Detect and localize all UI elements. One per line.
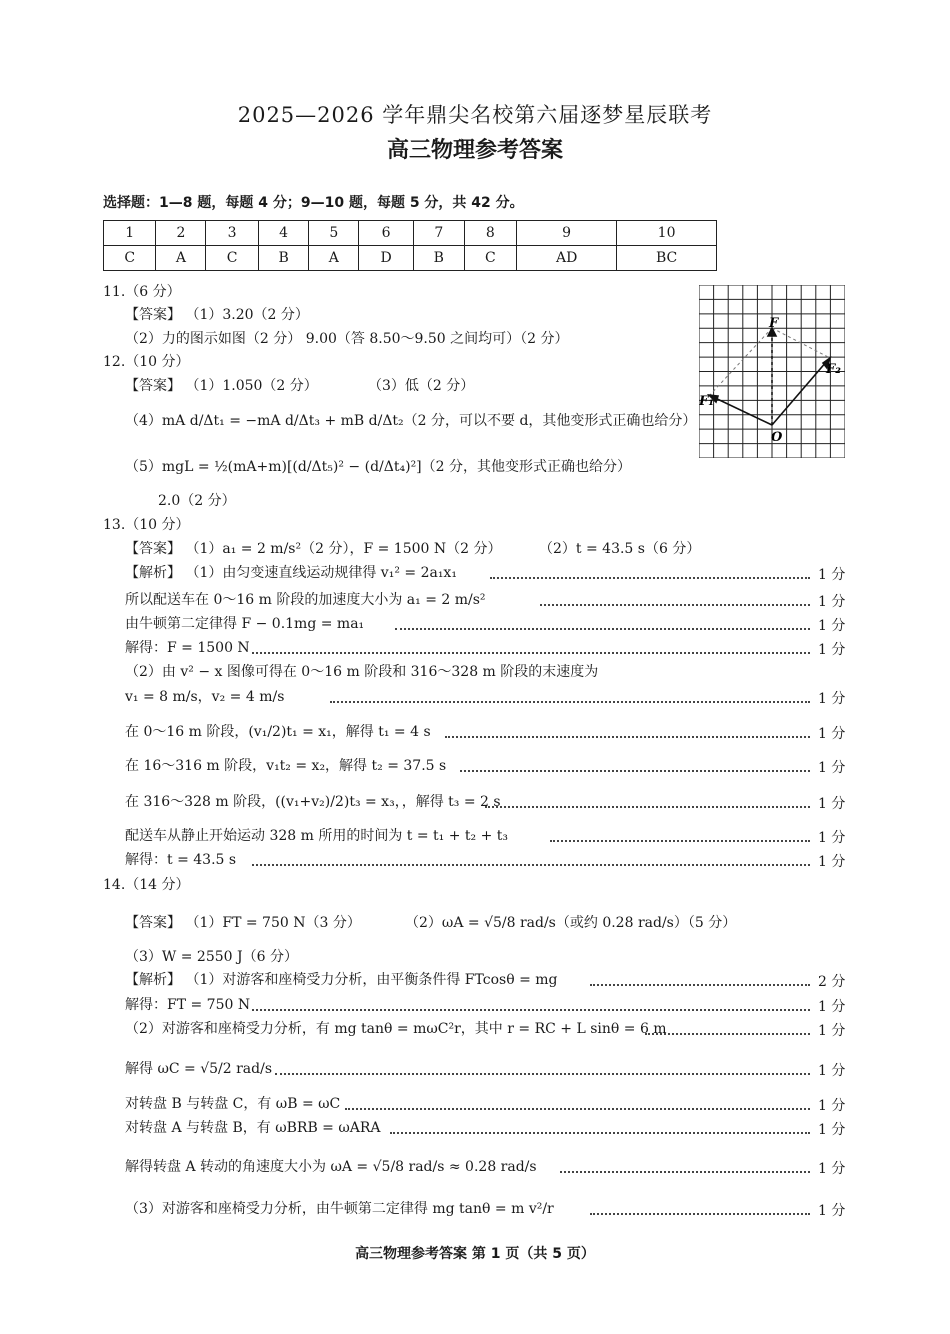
q12-answer-1: 【答案】 （1）1.050（2 分）: [125, 378, 318, 394]
mc-number-cell: 6: [359, 221, 414, 246]
score-points: 2 分: [818, 974, 846, 990]
score-points: 1 分: [818, 567, 846, 583]
q13-heading: 13.（10 分）: [103, 517, 190, 533]
dot-leader: [275, 1073, 810, 1075]
mc-answer-cell: D: [359, 246, 414, 271]
q13-solution-line: 在 0～16 m 阶段，(v₁/2)t₁ = x₁，解得 t₁ = 4 s: [125, 724, 431, 740]
mc-answer-cell: C: [464, 246, 516, 271]
q13-solution-line: 所以配送车在 0～16 m 阶段的加速度大小为 a₁ = 2 m/s²: [125, 592, 486, 608]
dot-leader: [330, 701, 810, 703]
mc-answer-cell: C: [104, 246, 156, 271]
dot-leader: [490, 577, 810, 579]
page-footer: 高三物理参考答案 第 1 页（共 5 页）: [355, 1246, 595, 1262]
q12-heading: 12.（10 分）: [103, 354, 190, 370]
q14-answer-2: （2）ωA = √5/8 rad/s（或约 0.28 rad/s）（5 分）: [405, 915, 737, 931]
q13-solution-line: 在 316～328 m 阶段，((v₁+v₂)/2)t₃ = x₃，，解得 t₃ = 2 s: [125, 794, 501, 810]
q12-answer-5b: 2.0（2 分）: [158, 493, 236, 509]
mc-number-cell: 9: [517, 221, 617, 246]
mc-number-cell: 5: [309, 221, 359, 246]
score-points: 1 分: [818, 760, 846, 776]
score-points: 1 分: [818, 1161, 846, 1177]
mc-answer-cell: A: [309, 246, 359, 271]
mc-number-row: [104, 221, 717, 246]
q14-solution-line: （3）对游客和座椅受力分析，由牛顿第二定律得 mg tanθ = m v²/r: [125, 1201, 554, 1217]
q14-solution-line: 对转盘 B 与转盘 C，有 ωB = ωC: [125, 1096, 341, 1112]
mc-answer-cell: AD: [517, 246, 617, 271]
score-points: 1 分: [818, 854, 846, 870]
mc-number-cell: 3: [206, 221, 258, 246]
q11-heading: 11.（6 分）: [103, 284, 181, 300]
score-points: 1 分: [818, 796, 846, 812]
dot-leader: [345, 1108, 810, 1110]
q11-answer-1: 【答案】 （1）3.20（2 分）: [125, 307, 309, 323]
label-F2: F₂: [826, 362, 841, 377]
q14-heading: 14.（14 分）: [103, 877, 190, 893]
dot-leader: [645, 1033, 810, 1035]
q13-solution-line: 【解析】 （1）由匀变速直线运动规律得 v₁² = 2a₁x₁: [125, 565, 457, 581]
q14-solution-line: 解得转盘 A 转动的角速度大小为 ωA = √5/8 rad/s ≈ 0.28 rad/s: [125, 1159, 537, 1175]
score-points: 1 分: [818, 618, 846, 634]
q13-answer-2: （2）t = 43.5 s（6 分）: [539, 541, 701, 557]
mc-number-cell: 4: [258, 221, 309, 246]
score-points: 1 分: [818, 1063, 846, 1079]
score-points: 1 分: [818, 830, 846, 846]
q14-solution-line: 解得：FT = 750 N: [125, 997, 251, 1013]
q12-answer-4: （4）mA d/Δt₁ = −mA d/Δt₃ + mB d/Δt₂（2 分，可以不要 d，其他变形式正确也给分）: [125, 413, 697, 429]
q13-solution-line: （2）由 v² − x 图像可得在 0～16 m 阶段和 316～328 m 阶段的末速度为: [125, 664, 599, 680]
score-points: 1 分: [818, 1098, 846, 1114]
dot-leader: [395, 628, 810, 630]
label-F1: F₁: [699, 394, 714, 409]
force-diagram: [699, 285, 845, 458]
score-points: 1 分: [818, 726, 846, 742]
score-points: 1 分: [818, 1122, 846, 1138]
mc-number-cell: 7: [414, 221, 465, 246]
mc-answer-row: [104, 246, 717, 271]
dot-leader: [560, 1171, 810, 1173]
q13-solution-line: 解得：t = 43.5 s: [125, 852, 237, 868]
q13-solution-line: 解得：F = 1500 N: [125, 640, 250, 656]
q13-solution-line: 配送车从静止开始运动 328 m 所用的时间为 t = t₁ + t₂ + t₃: [125, 828, 509, 844]
score-points: 1 分: [818, 691, 846, 707]
f2-vector: [772, 361, 827, 425]
score-points: 1 分: [818, 1203, 846, 1219]
dot-leader: [445, 736, 810, 738]
q13-answer-1: 【答案】 （1）a₁ = 2 m/s²（2 分），F = 1500 N（2 分）: [125, 541, 502, 557]
q13-solution-line: 由牛顿第二定律得 F − 0.1mg = ma₁: [125, 616, 365, 632]
q13-solution-line: 在 16～316 m 阶段，v₁t₂ = x₂，解得 t₂ = 37.5 s: [125, 758, 447, 774]
dot-leader: [252, 1009, 810, 1011]
score-points: 1 分: [818, 642, 846, 658]
dot-leader: [390, 1132, 810, 1134]
dot-leader: [252, 652, 810, 654]
dot-leader: [460, 770, 810, 772]
mc-answer-cell: BC: [617, 246, 717, 271]
q14-solution-line: 【解析】 （1）对游客和座椅受力分析，由平衡条件得 FTcosθ = mg: [125, 972, 558, 988]
score-points: 1 分: [818, 999, 846, 1015]
mc-answer-cell: B: [414, 246, 465, 271]
mc-answer-table: [103, 220, 717, 271]
mc-intro: 选择题：1—8 题，每题 4 分；9—10 题，每题 5 分，共 42 分。: [103, 195, 524, 211]
dot-leader: [590, 984, 810, 986]
mc-answer-cell: C: [206, 246, 258, 271]
mc-number-cell: 10: [617, 221, 717, 246]
q12-answer-5: （5）mgL = ½(mA+m)[(d/Δt₅)² − (d/Δt₄)²]（2 分，其他变形式正确也给分）: [125, 459, 631, 475]
score-points: 1 分: [818, 594, 846, 610]
mc-number-cell: 1: [104, 221, 156, 246]
mc-answer-cell: A: [156, 246, 206, 271]
q13-solution-line: v₁ = 8 m/s，v₂ = 4 m/s: [125, 689, 285, 705]
dot-leader: [550, 840, 810, 842]
exam-title: 2025—2026 学年鼎尖名校第六届逐梦星辰联考: [237, 103, 713, 127]
label-F: F: [769, 316, 779, 331]
mc-number-cell: 8: [464, 221, 516, 246]
q14-solution-line: 对转盘 A 与转盘 B，有 ωBRB = ωARA: [125, 1120, 381, 1136]
dot-leader: [252, 864, 810, 866]
q14-answer-1: 【答案】 （1）FT = 750 N（3 分）: [125, 915, 361, 931]
dot-leader: [485, 806, 810, 808]
q14-answer-3: （3）W = 2550 J（6 分）: [125, 949, 298, 965]
q14-solution-line: 解得 ωC = √5/2 rad/s: [125, 1061, 273, 1077]
score-points: 1 分: [818, 1023, 846, 1039]
q14-solution-line: （2）对游客和座椅受力分析，有 mg tanθ = mωC²r，其中 r = RC + L sinθ = 6 m: [125, 1021, 667, 1037]
q12-answer-3: （3）低（2 分）: [368, 378, 475, 394]
mc-number-cell: 2: [156, 221, 206, 246]
page-title: 高三物理参考答案: [386, 138, 563, 163]
dot-leader: [540, 604, 810, 606]
q11-answer-2: （2）力的图示如图（2 分） 9.00（答 8.50～9.50 之间均可）（2 分）: [125, 331, 569, 347]
label-O: O: [771, 430, 783, 445]
dot-leader: [590, 1213, 810, 1215]
mc-answer-cell: B: [258, 246, 309, 271]
